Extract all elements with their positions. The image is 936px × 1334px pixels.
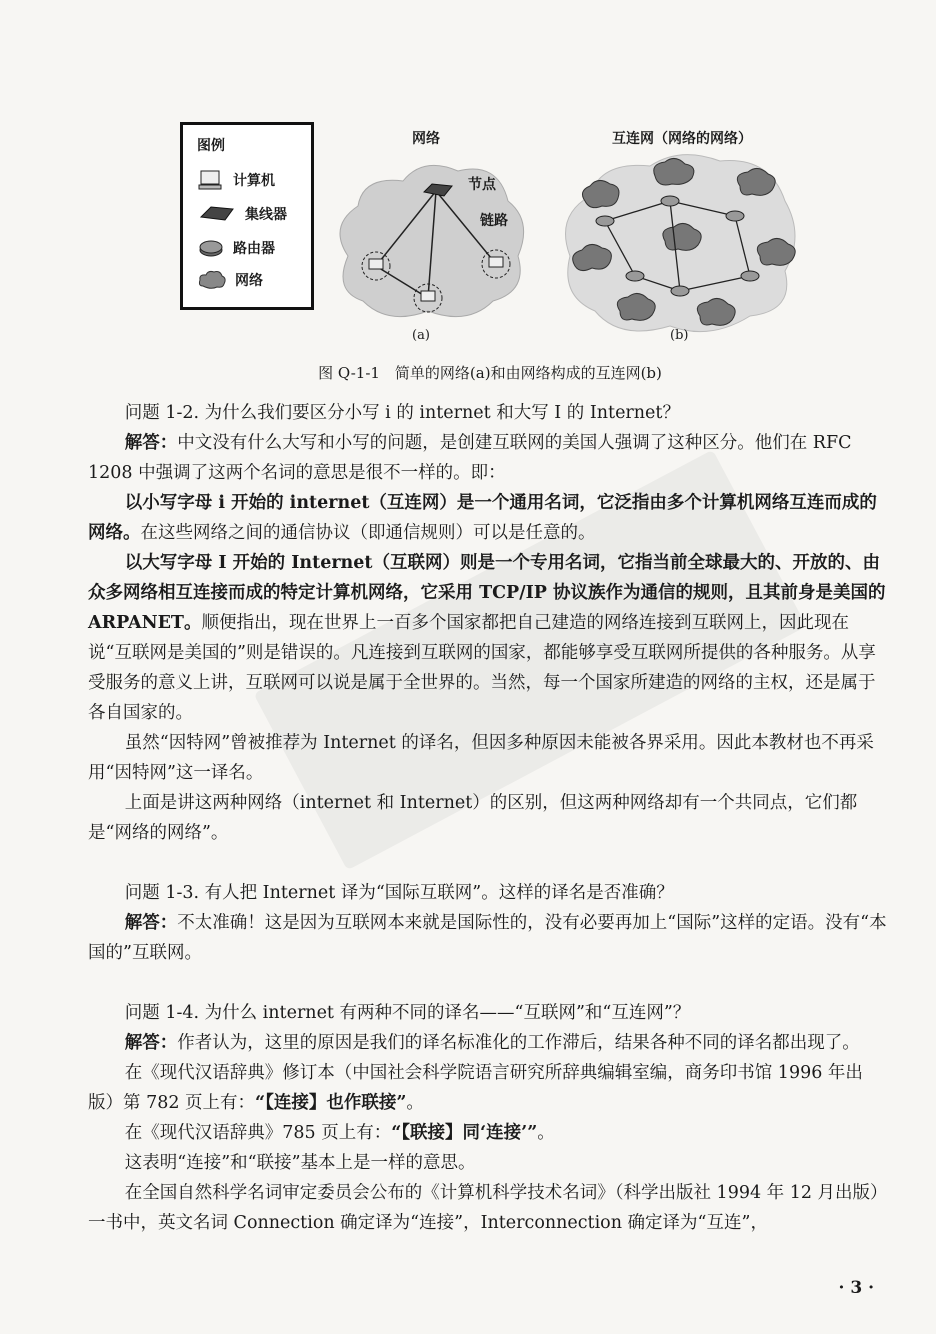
question-1-2: 问题 1-2. 为什么我们要区分小写 i 的 internet 和大写 I 的 Internet？ (124, 403, 680, 423)
figure-legend (180, 122, 314, 310)
paragraph-common-point: 上面是讲这两种网络（internet 和 Internet）的区别，但这两种网络却有一个共同点，它们都是“网络的网络”。 (88, 793, 858, 843)
text: 。 (406, 1093, 424, 1113)
paragraph-yintewang: 虽然“因特网”曾被推荐为 Internet 的译名，但因多种原因未能被各界采用。因此本教材也不再采用“因特网”这一译名。 (88, 733, 874, 783)
hub-icon (197, 203, 237, 225)
legend-item-hub (197, 201, 287, 227)
node-label: 节点 (468, 177, 496, 193)
text: 顺便指出，现在世界上一百多个国家都把自己建造的网络连接到互联网上，因此现在说“互联网是美国的”则是错误的。凡连接到互联网的国家，都能够享受互联网所提供的各种服务。从享受服务的意义上讲，互联网可以说是属于全世界的。当然，每一个国家所建造的网络的主权，还是属于各自国家的。 (88, 613, 876, 723)
panel-a-label: (a) (412, 328, 430, 343)
internetwork-diagram (560, 146, 800, 346)
legend-label: 路由器 (233, 241, 275, 257)
question-1-4: 问题 1-4. 为什么 internet 有两种不同的译名——“互联网”和“互连网”？ (124, 1003, 691, 1023)
paragraph-internet-lowercase (88, 488, 888, 548)
text: 在《现代汉语辞典》修订本（中国社会科学院语言研究所辞典编辑室编，商务印书馆 1996 年出版）第 782 页上有： (88, 1063, 863, 1113)
text: 。 (537, 1123, 555, 1143)
figure-caption: 图 Q-1-1 简单的网络(a)和由网络构成的互连网(b) (318, 364, 662, 382)
legend-item-computer (197, 167, 275, 193)
answer-1-2 (88, 428, 888, 488)
panel-b-title: 互连网（网络的网络） (612, 131, 752, 147)
answer-text: 不太准确！这是因为互联网本来就是国际性的，没有必要再加上“国际”这样的定语。没有“本国的”互联网。 (88, 913, 887, 963)
text: 在这些网络之间的通信协议（即通信规则）可以是任意的。 (140, 523, 596, 543)
cloud-icon (197, 268, 227, 292)
paragraph-dictionary-782 (88, 1058, 888, 1118)
body-text (88, 398, 888, 1238)
panel-simple-network (328, 118, 528, 343)
legend-label: 集线器 (245, 207, 287, 223)
panel-a-title: 网络 (412, 131, 440, 147)
network-cloud-diagram (328, 146, 528, 346)
panel-b-label: (b) (670, 328, 689, 343)
page-number: · 3 · (838, 1278, 874, 1298)
question-1-3: 问题 1-3. 有人把 Internet 译为“国际互联网”。这样的译名是否准确？ (124, 883, 674, 903)
answer-text: 中文没有什么大写和小写的问题，是创建互联网的美国人强调了这种区分。他们在 RFC 1208 中强调了这两个名词的意思是很不一样的。即： (88, 433, 852, 483)
paragraph-terminology: 在全国自然科学名词审定委员会公布的《计算机科学技术名词》（科学出版社 1994 年 12 月出版）一书中，英文名词 Connection 确定译为“连接”，Interconnection 确定译为“互连”， (88, 1183, 888, 1233)
paragraph-dictionary-785 (88, 1118, 888, 1148)
link-label: 链路 (480, 213, 508, 229)
legend-item-router (197, 235, 275, 261)
bold-text: “【连接】也作联接” (255, 1093, 407, 1113)
answer-label: 解答： (124, 1033, 178, 1053)
paragraph-meaning: 这表明“连接”和“联接”基本上是一样的意思。 (124, 1153, 476, 1173)
answer-1-4 (88, 1028, 888, 1058)
legend-item-network (197, 267, 263, 293)
paragraph-internet-uppercase (88, 548, 888, 728)
legend-label: 计算机 (233, 173, 275, 189)
bold-text: “【联接】同‘连接’” (391, 1123, 538, 1143)
answer-text: 作者认为，这里的原因是我们的译名标准化的工作滞后，结果各种不同的译名都出现了。 (177, 1033, 860, 1053)
text: 在《现代汉语辞典》785 页上有： (124, 1123, 392, 1143)
answer-1-3 (88, 908, 888, 968)
bold-text: 以小写字母 i 开始的 internet（互连网）是一个通用名词，它泛指由多个计算机网络互连而成的网络。 (88, 493, 877, 543)
computer-icon (197, 169, 225, 191)
legend-title: 图例 (197, 138, 225, 154)
answer-label: 解答： (124, 433, 178, 453)
bold-text: 以大写字母 I 开始的 Internet（互联网）则是一个专用名词，它指当前全球最大的、开放的、由众多网络相互连接而成的特定计算机网络，它采用 TCP/IP 协议族作为通信的规则，且其前身是美国的 ARPANET。 (88, 553, 886, 633)
router-icon (197, 237, 225, 259)
panel-internetwork (560, 118, 800, 343)
figure-q-1-1 (150, 108, 830, 398)
legend-label: 网络 (235, 273, 263, 289)
answer-label: 解答： (124, 913, 178, 933)
